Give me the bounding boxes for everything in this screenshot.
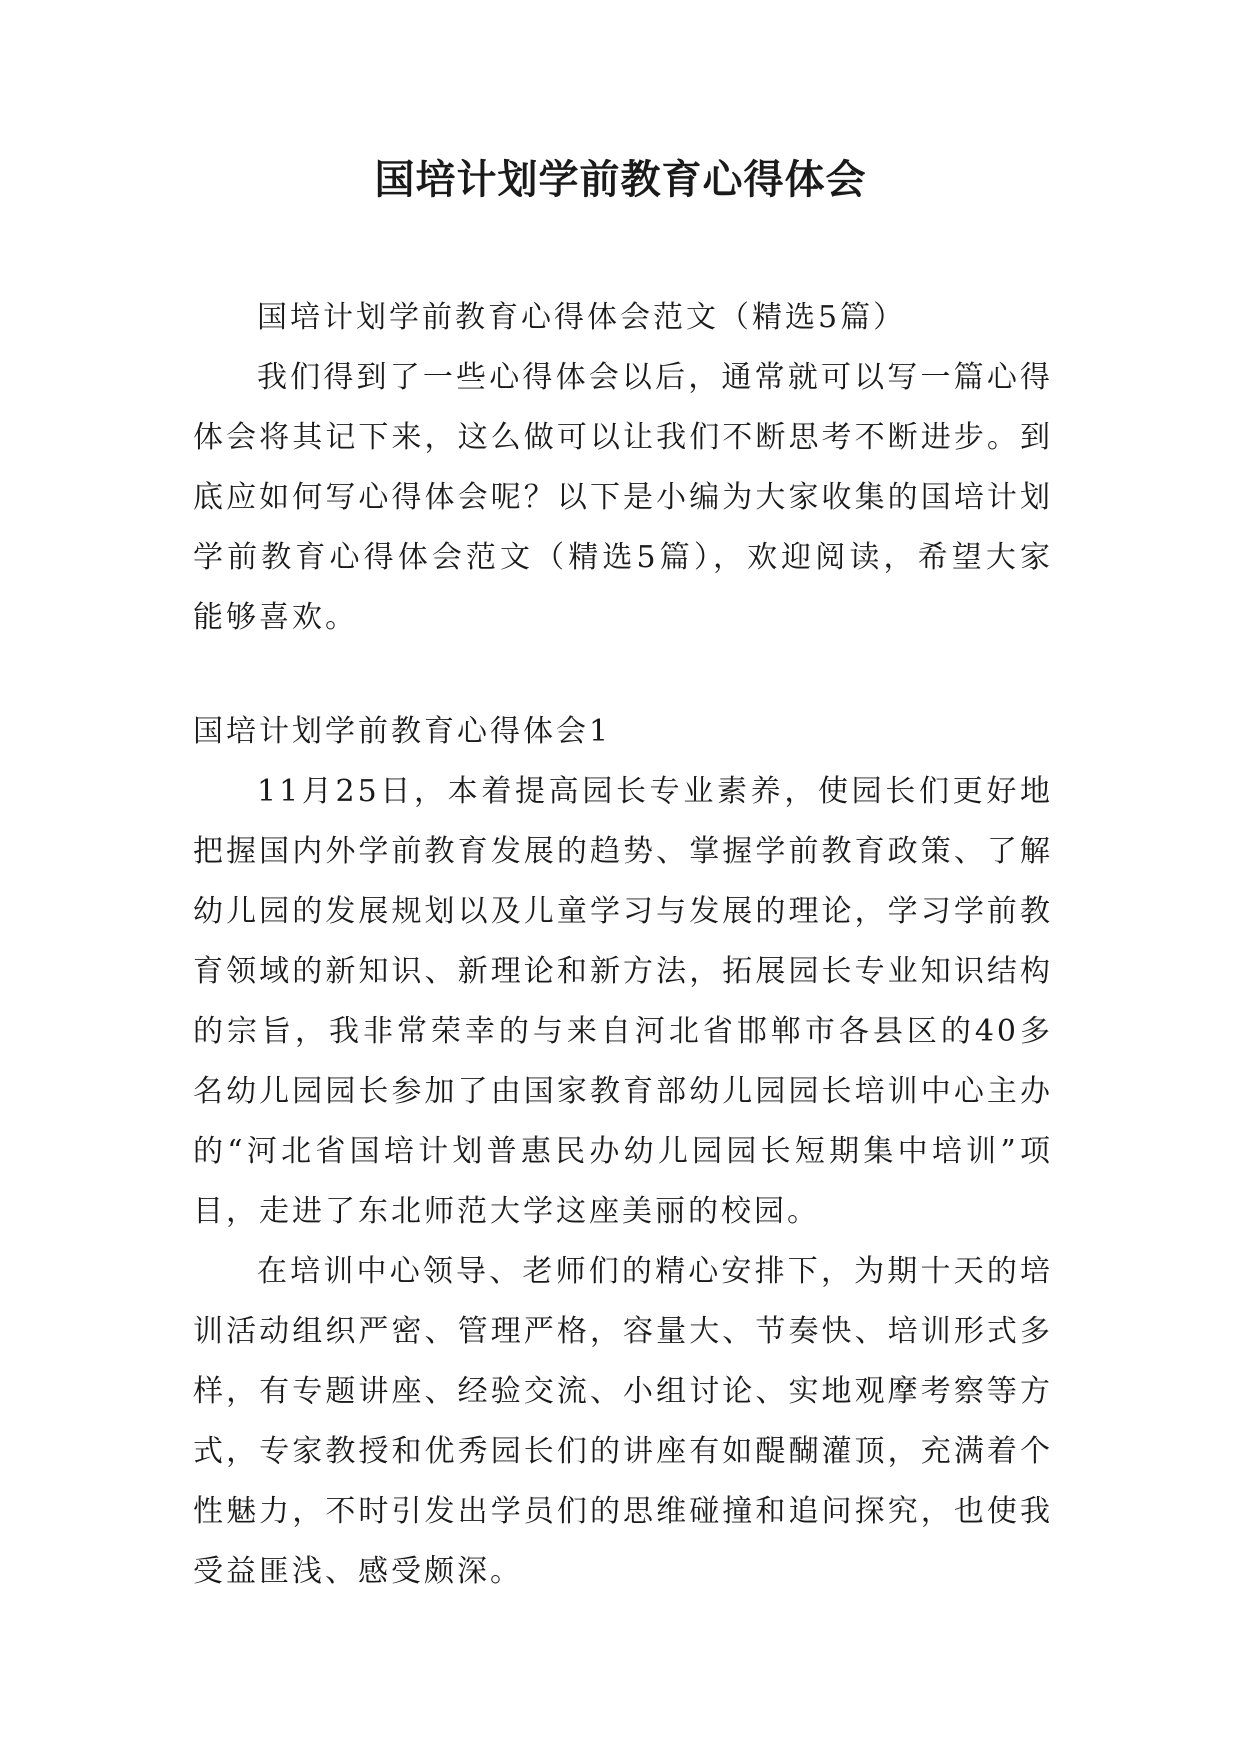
body-paragraph: 在培训中心领导、老师们的精心安排下，为期十天的培训活动组织严密、管理严格，容量大、节奏快、培训形式多样，有专题讲座、经验交流、小组讨论、实地观摩考察等方式，专家教授和优秀园长们的讲座有如醍醐灌顶，充满着个性魅力，不时引发出学员们的思维碰撞和追问探究，也使我受益匪浅、感受颇深。: [193, 1254, 1053, 1589]
body-paragraph: 11月25日，本着提高园长专业素养，使园长们更好地把握国内外学前教育发展的趋势、掌握学前教育政策、了解幼儿园的发展规划以及儿童学习与发展的理论，学习学前教育领域的新知识、新理论和新方法，拓展园长专业知识结构的宗旨，我非常荣幸的与来自河北省邯郸市各县区的40多名幼儿园园长参加了由国家教育部幼儿园园长培训中心主办的“河北省国培计划普惠民办幼儿园园长短期集中培训”项目，走进了东北师范大学这座美丽的校园。: [193, 774, 1053, 1229]
document-body: [193, 288, 1053, 1602]
document-subtitle: 国培计划学前教育心得体会范文（精选5篇）: [257, 300, 907, 335]
section-heading: 国培计划学前教育心得体会1: [193, 714, 612, 749]
section-gap: [193, 648, 1053, 702]
document-title: 国培计划学前教育心得体会: [374, 157, 867, 203]
intro-paragraph: 我们得到了一些心得体会以后，通常就可以写一篇心得体会将其记下来，这么做可以让我们不断思考不断进步。到底应如何写心得体会呢？以下是小编为大家收集的国培计划学前教育心得体会范文（精选5篇），欢迎阅读，希望大家能够喜欢。: [193, 360, 1053, 635]
